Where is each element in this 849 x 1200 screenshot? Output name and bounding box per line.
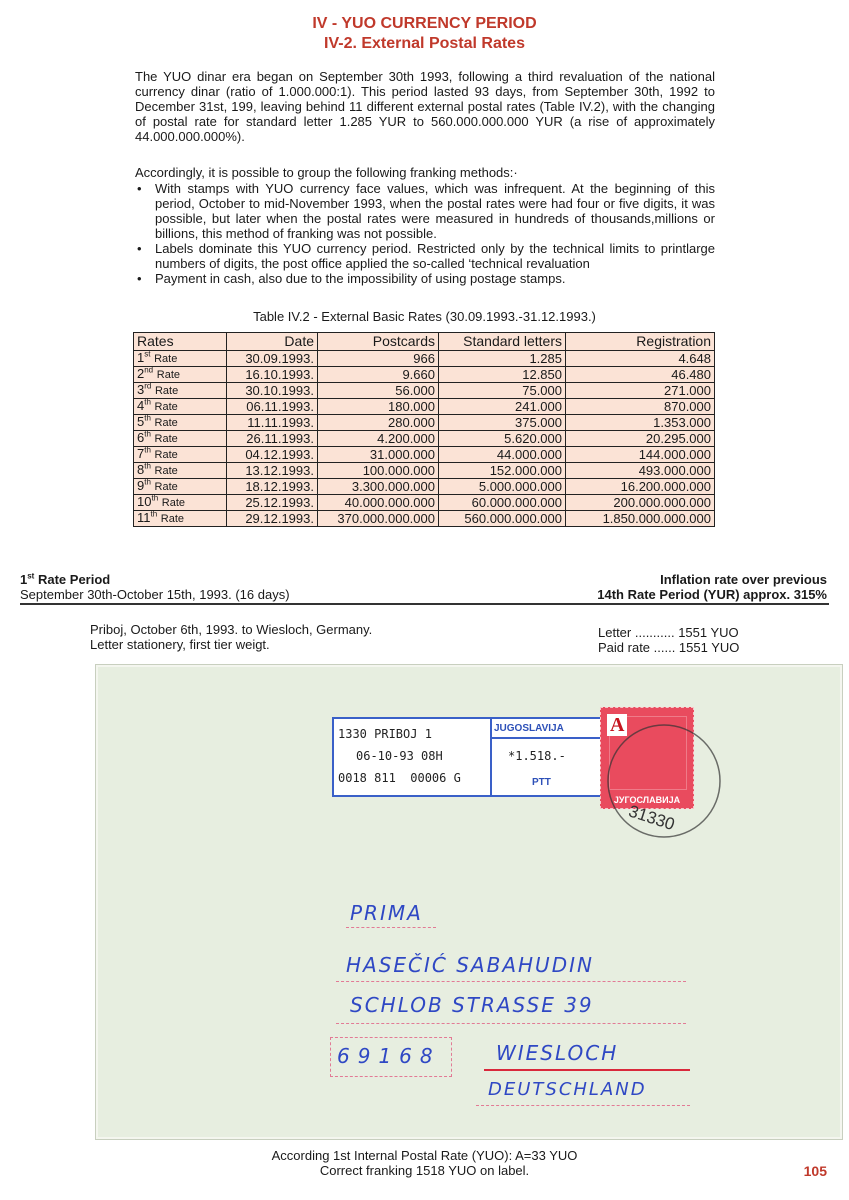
rate-cell: 5th Rate	[134, 415, 227, 431]
rate-cell: 6th Rate	[134, 431, 227, 447]
postcards-cell: 280.000	[318, 415, 439, 431]
figure-caption: According 1st Internal Postal Rate (YUO): A=33 YUO Correct franking 1518 YUO on label.	[271, 1148, 578, 1178]
table-row	[134, 367, 715, 383]
date-cell: 11.11.1993.	[227, 415, 318, 431]
rate-cell: 1st Rate	[134, 351, 227, 367]
table-row	[134, 383, 715, 399]
registration-cell: 20.295.000	[566, 431, 715, 447]
list-item: • Labels dominate this YUO currency period. Restricted only by the technical limits to printlarge numbers of digits, the post office applied the so-called ‘technical revaluation	[135, 241, 715, 271]
registration-cell: 1.850.000.000.000	[566, 511, 715, 527]
postcards-cell: 966	[318, 351, 439, 367]
letters-cell: 560.000.000.000	[439, 511, 566, 527]
letters-cell: 44.000.000	[439, 447, 566, 463]
address-guide-line	[336, 1023, 686, 1024]
date-cell: 29.12.1993.	[227, 511, 318, 527]
label-divider	[490, 737, 602, 739]
postmark-icon	[596, 705, 736, 855]
date-cell: 30.10.1993.	[227, 383, 318, 399]
city-underline	[484, 1069, 690, 1071]
table-row	[134, 511, 715, 527]
table-row	[134, 351, 715, 367]
page-subtitle: IV-2. External Postal Rates	[324, 35, 525, 52]
label-code: 0018 811 00006 G	[338, 771, 461, 785]
label-date: 06-10-93 08H	[356, 749, 443, 763]
stamp-country: ЈУГОСЛАВИЈА	[613, 795, 681, 805]
postcards-cell: 40.000.000.000	[318, 495, 439, 511]
rate-period-heading	[20, 572, 290, 602]
column-header-registration: Registration	[566, 333, 715, 351]
table-row	[134, 399, 715, 415]
rate-cell: 3rd Rate	[134, 383, 227, 399]
letters-cell: 5.000.000.000	[439, 479, 566, 495]
table-row	[134, 431, 715, 447]
label-value: *1.518.-	[508, 749, 566, 763]
letters-cell: 241.000	[439, 399, 566, 415]
intro-paragraph: The YUO dinar era began on September 30th 1993, following a third revaluation of the national currency dinar (ratio of 1.000.000:1). This period lasted 93 days, from September 30th, 1992 to December 31st, 199, leaving behind 11 different external postal rates (Table IV.2), with the changing of postal rate for standard letter 1.285 YUR to 560.000.000.000 YUR (a rise of approximately 44.000.000.000%).	[135, 69, 715, 144]
address-line: SCHLOB STRASSE 39	[350, 993, 594, 1017]
date-cell: 30.09.1993.	[227, 351, 318, 367]
intro-paragraph-2: Accordingly, it is possible to group the following franking methods:·	[135, 165, 518, 180]
table-caption: Table IV.2 - External Basic Rates (30.09.1993.-31.12.1993.)	[253, 309, 596, 324]
table-row	[134, 447, 715, 463]
address-guide-line	[346, 927, 436, 928]
label-divider	[490, 719, 492, 795]
label-ptt: PTT	[532, 777, 551, 788]
address-guide-line	[476, 1105, 690, 1106]
date-cell: 06.11.1993.	[227, 399, 318, 415]
rate-period-title: 1st Rate Period	[20, 571, 111, 587]
postcards-cell: 100.000.000	[318, 463, 439, 479]
page-number: 105	[803, 1163, 827, 1179]
label-office: 1330 PRIBOJ 1	[338, 727, 432, 741]
registration-cell: 46.480	[566, 367, 715, 383]
letters-cell: 75.000	[439, 383, 566, 399]
address-line: WIESLOCH	[496, 1041, 619, 1065]
registration-cell: 144.000.000	[566, 447, 715, 463]
table-row	[134, 463, 715, 479]
rate-period-dates: September 30th-October 15th, 1993. (16 days)	[20, 587, 290, 602]
page-title: IV - YUO CURRENCY PERIOD	[312, 15, 537, 32]
table-body	[134, 351, 715, 527]
registration-cell: 16.200.000.000	[566, 479, 715, 495]
address-line: PRIMA	[350, 901, 423, 925]
column-header-date: Date	[227, 333, 318, 351]
envelope-image	[95, 664, 843, 1140]
date-cell: 26.11.1993.	[227, 431, 318, 447]
rate-cell: 4th Rate	[134, 399, 227, 415]
letters-cell: 1.285	[439, 351, 566, 367]
table-row	[134, 479, 715, 495]
column-header-standard-letters: Standard letters	[439, 333, 566, 351]
list-item: • Payment in cash, also due to the impossibility of using postage stamps.	[135, 271, 715, 286]
postcards-cell: 180.000	[318, 399, 439, 415]
registration-cell: 1.353.000	[566, 415, 715, 431]
inflation-rate-note: Inflation rate over previous 14th Rate Period (YUR) approx. 315%	[597, 572, 827, 602]
address-guide-line	[336, 981, 686, 982]
rate-cell: 11th Rate	[134, 511, 227, 527]
address-line: DEUTSCHLAND	[488, 1079, 647, 1100]
external-rates-table	[133, 332, 715, 527]
rate-cell: 9th Rate	[134, 479, 227, 495]
stamp-letter: A	[607, 714, 627, 736]
postcards-cell: 31.000.000	[318, 447, 439, 463]
rate-cell: 10th Rate	[134, 495, 227, 511]
postmark-zip: 31330	[626, 801, 678, 835]
registration-cell: 200.000.000.000	[566, 495, 715, 511]
address-line: HASEČIĆ SABAHUDIN	[346, 953, 594, 977]
date-cell: 18.12.1993.	[227, 479, 318, 495]
franking-methods-list	[135, 181, 715, 286]
franking-label	[332, 717, 604, 797]
registration-cell: 493.000.000	[566, 463, 715, 479]
registration-cell: 870.000	[566, 399, 715, 415]
postcards-cell: 3.300.000.000	[318, 479, 439, 495]
postcards-cell: 370.000.000.000	[318, 511, 439, 527]
list-item: • With stamps with YUO currency face values, which was infrequent. At the beginning of this period, October to mid-November 1993, when the postal rates were had four or five digits, it was possible, but later when the postal rates were measured in hundreds of thousands,millions or billions, this method of franking was not possible.	[135, 181, 715, 241]
date-cell: 16.10.1993.	[227, 367, 318, 383]
date-cell: 25.12.1993.	[227, 495, 318, 511]
date-cell: 13.12.1993.	[227, 463, 318, 479]
letters-cell: 12.850	[439, 367, 566, 383]
column-header-rates: Rates	[134, 333, 227, 351]
rate-cell: 8th Rate	[134, 463, 227, 479]
rate-cell: 7th Rate	[134, 447, 227, 463]
table-row	[134, 415, 715, 431]
letters-cell: 152.000.000	[439, 463, 566, 479]
letters-cell: 375.000	[439, 415, 566, 431]
registration-cell: 4.648	[566, 351, 715, 367]
cover-description: Priboj, October 6th, 1993. to Wiesloch, Germany. Letter stationery, first tier weigt.	[90, 622, 373, 652]
rate-cell: 2nd Rate	[134, 367, 227, 383]
letters-cell: 60.000.000.000	[439, 495, 566, 511]
postcards-cell: 4.200.000	[318, 431, 439, 447]
postcards-cell: 9.660	[318, 367, 439, 383]
postcards-cell: 56.000	[318, 383, 439, 399]
table-row	[134, 495, 715, 511]
postal-code-boxes	[330, 1037, 452, 1077]
label-country: JUGOSLAVIJA	[494, 723, 564, 734]
letters-cell: 5.620.000	[439, 431, 566, 447]
registration-cell: 271.000	[566, 383, 715, 399]
column-header-postcards: Postcards	[318, 333, 439, 351]
date-cell: 04.12.1993.	[227, 447, 318, 463]
table-header-row	[134, 333, 715, 351]
postal-code: 69168	[337, 1044, 441, 1068]
section-divider	[20, 603, 829, 605]
cover-rates: Letter ........... 1551 YUO Paid rate ...... 1551 YUO	[598, 625, 740, 655]
